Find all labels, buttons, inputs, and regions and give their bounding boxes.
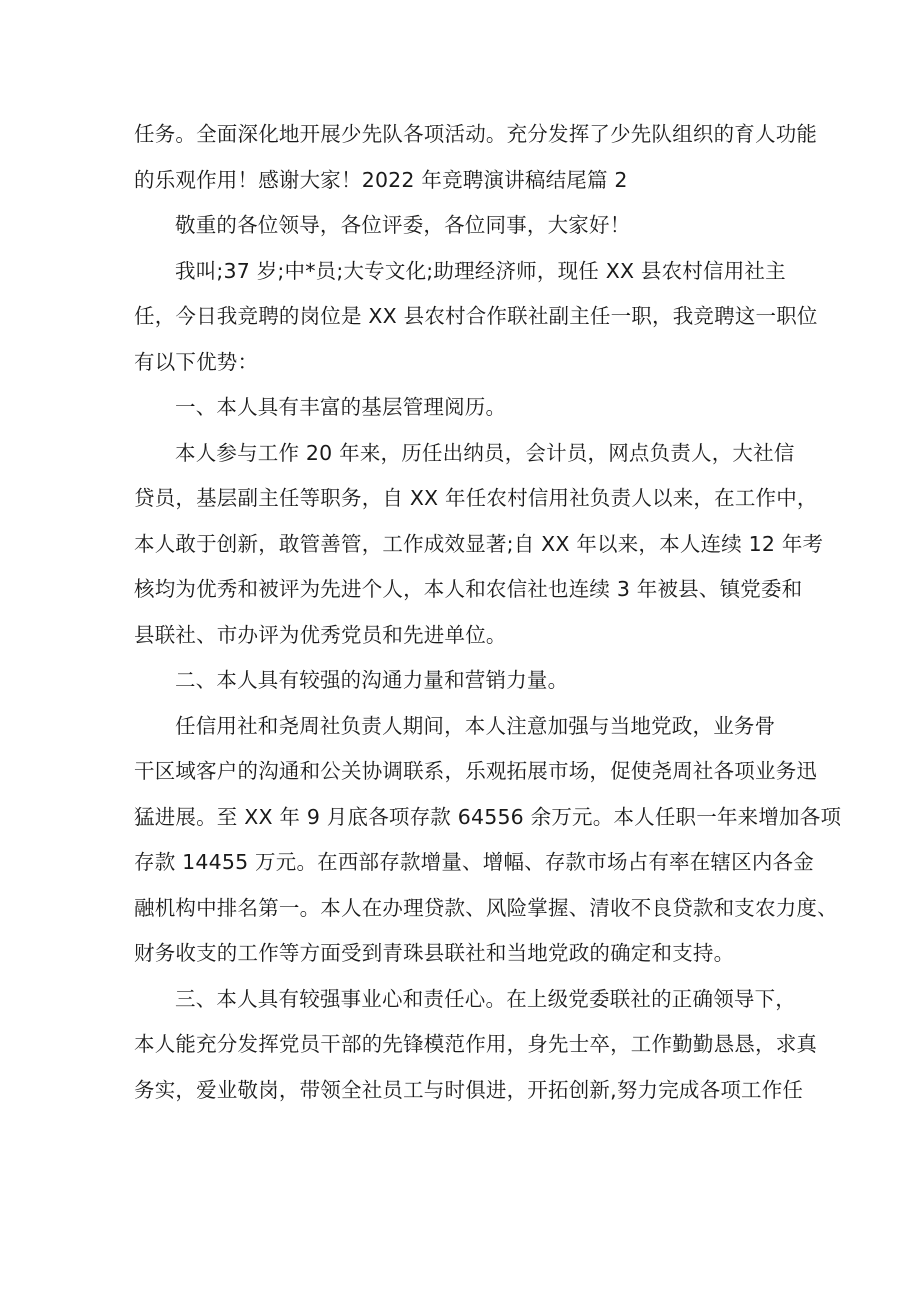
- text-line: 贷员，基层副主任等职务，自 XX 年任农村信用社负责人以来，在工作中，: [134, 486, 818, 510]
- text-line: 本人参与工作 20 年来，历任出纳员，会计员，网点负责人，大社信: [175, 440, 795, 465]
- text-line: 财务收支的工作等方面受到青珠县联社和当地党政的确定和支持。: [134, 941, 735, 965]
- text-line: 一、本人具有丰富的基层管理阅历。: [175, 395, 507, 419]
- text-line: 任，今日我竞聘的岗位是 XX 县农村合作联社副主任一职，我竞聘这一职位: [134, 304, 818, 328]
- text-line: 三、本人具有较强事业心和责任心。在上级党委联社的正确领导下，: [175, 986, 796, 1011]
- text-line: 本人敢于创新，敢管善管，工作成效显著;自 XX 年以来，本人连续 12 年考: [134, 531, 824, 556]
- text-line: 务实，爱业敬岗，带领全社员工与时俱进，开拓创新,努力完成各项工作任: [134, 1077, 804, 1102]
- document-body: [134, 112, 842, 1113]
- text-line: 县联社、市办评为优秀党员和先进单位。: [134, 622, 507, 647]
- text-line: 有以下优势：: [134, 349, 259, 374]
- text-line: 任信用社和尧周社负责人期间，本人注意加强与当地党政，业务骨: [175, 713, 776, 738]
- text-line: 融机构中排名第一。本人在办理贷款、风险掌握、清收不良贷款和支农力度、: [134, 895, 838, 920]
- text-line: 的乐观作用！感谢大家！2022 年竞聘演讲稿结尾篇 2: [134, 167, 628, 192]
- text-line: 二、本人具有较强的沟通力量和营销力量。: [175, 668, 569, 692]
- text-line: 敬重的各位领导，各位评委，各位同事，大家好！: [175, 213, 631, 237]
- text-line: 猛进展。至 XX 年 9 月底各项存款 64556 余万元。本人任职一年来增加各项: [134, 804, 842, 829]
- text-line: 本人能充分发挥党员干部的先锋模范作用，身先士卒，工作勤勤恳恳，求真: [134, 1032, 818, 1056]
- text-line: 任务。全面深化地开展少先队各项活动。充分发挥了少先队组织的育人功能: [134, 122, 818, 146]
- text-line: 我叫;37 岁;中*员;大专文化;助理经济师，现任 XX 县农村信用社主: [175, 258, 786, 283]
- text-line: 存款 14455 万元。在西部存款增量、增幅、存款市场占有率在辖区内各金: [134, 850, 814, 874]
- text-line: 干区域客户的沟通和公关协调联系，乐观拓展市场，促使尧周社各项业务迅: [134, 759, 818, 783]
- text-line: 核均为优秀和被评为先进个人，本人和农信社也连续 3 年被县、镇党委和: [134, 577, 803, 601]
